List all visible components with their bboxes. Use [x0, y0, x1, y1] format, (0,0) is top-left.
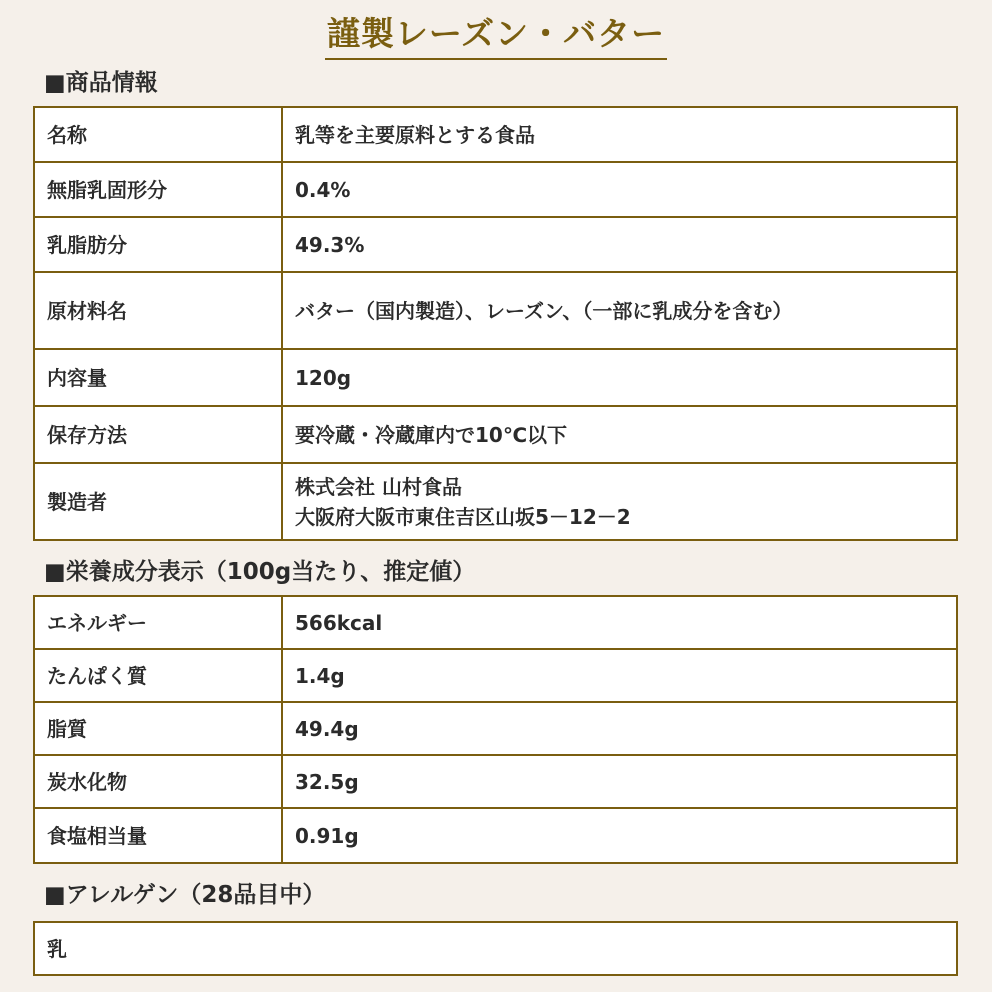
nutrition-table	[33, 595, 958, 864]
table-row	[34, 596, 957, 649]
row-value-salt-equivalent: 0.91g	[282, 808, 957, 863]
row-label-protein: たんぱく質	[34, 649, 282, 702]
table-row	[34, 922, 957, 975]
row-label-energy: エネルギー	[34, 596, 282, 649]
table-row	[34, 755, 957, 808]
row-label-nonfat-milk-solids: 無脂乳固形分	[34, 162, 282, 217]
allergen-value: 乳	[34, 922, 957, 975]
row-value-nonfat-milk-solids: 0.4%	[282, 162, 957, 217]
row-label-name: 名称	[34, 107, 282, 162]
row-value-energy: 566kcal	[282, 596, 957, 649]
allergen-heading: ■アレルゲン（28品目中）	[44, 882, 326, 908]
row-label-carbohydrate: 炭水化物	[34, 755, 282, 808]
row-value-protein: 1.4g	[282, 649, 957, 702]
table-row	[34, 162, 957, 217]
table-row	[34, 217, 957, 272]
row-value-name: 乳等を主要原料とする食品	[282, 107, 957, 162]
manufacturer-name: 株式会社 山村食品	[295, 474, 462, 499]
row-value-manufacturer	[282, 463, 957, 540]
table-row	[34, 808, 957, 863]
row-value-content-amount: 120g	[282, 349, 957, 406]
product-info-table	[33, 106, 958, 541]
row-label-storage: 保存方法	[34, 406, 282, 463]
row-label-ingredients: 原材料名	[34, 272, 282, 349]
row-label-fat: 脂質	[34, 702, 282, 755]
product-info-heading: ■商品情報	[44, 70, 158, 96]
row-label-manufacturer: 製造者	[34, 463, 282, 540]
table-row	[34, 649, 957, 702]
table-row	[34, 272, 957, 349]
row-value-carbohydrate: 32.5g	[282, 755, 957, 808]
row-label-milk-fat: 乳脂肪分	[34, 217, 282, 272]
manufacturer-address: 大阪府大阪市東住吉区山坂5－12－2	[295, 504, 631, 529]
row-value-fat: 49.4g	[282, 702, 957, 755]
allergen-table	[33, 921, 958, 976]
table-row	[34, 702, 957, 755]
nutrition-heading: ■栄養成分表示（100g当たり、推定値）	[44, 559, 476, 585]
title-wrapper	[0, 14, 992, 60]
row-label-salt-equivalent: 食塩相当量	[34, 808, 282, 863]
row-value-milk-fat: 49.3%	[282, 217, 957, 272]
page-title: 謹製レーズン・バター	[325, 14, 667, 60]
row-value-storage: 要冷蔵・冷蔵庫内で10℃以下	[282, 406, 957, 463]
table-row	[34, 349, 957, 406]
table-row	[34, 406, 957, 463]
table-row	[34, 463, 957, 540]
row-value-ingredients: バター（国内製造）、レーズン、（一部に乳成分を含む）	[282, 272, 957, 349]
row-label-content-amount: 内容量	[34, 349, 282, 406]
table-row	[34, 107, 957, 162]
